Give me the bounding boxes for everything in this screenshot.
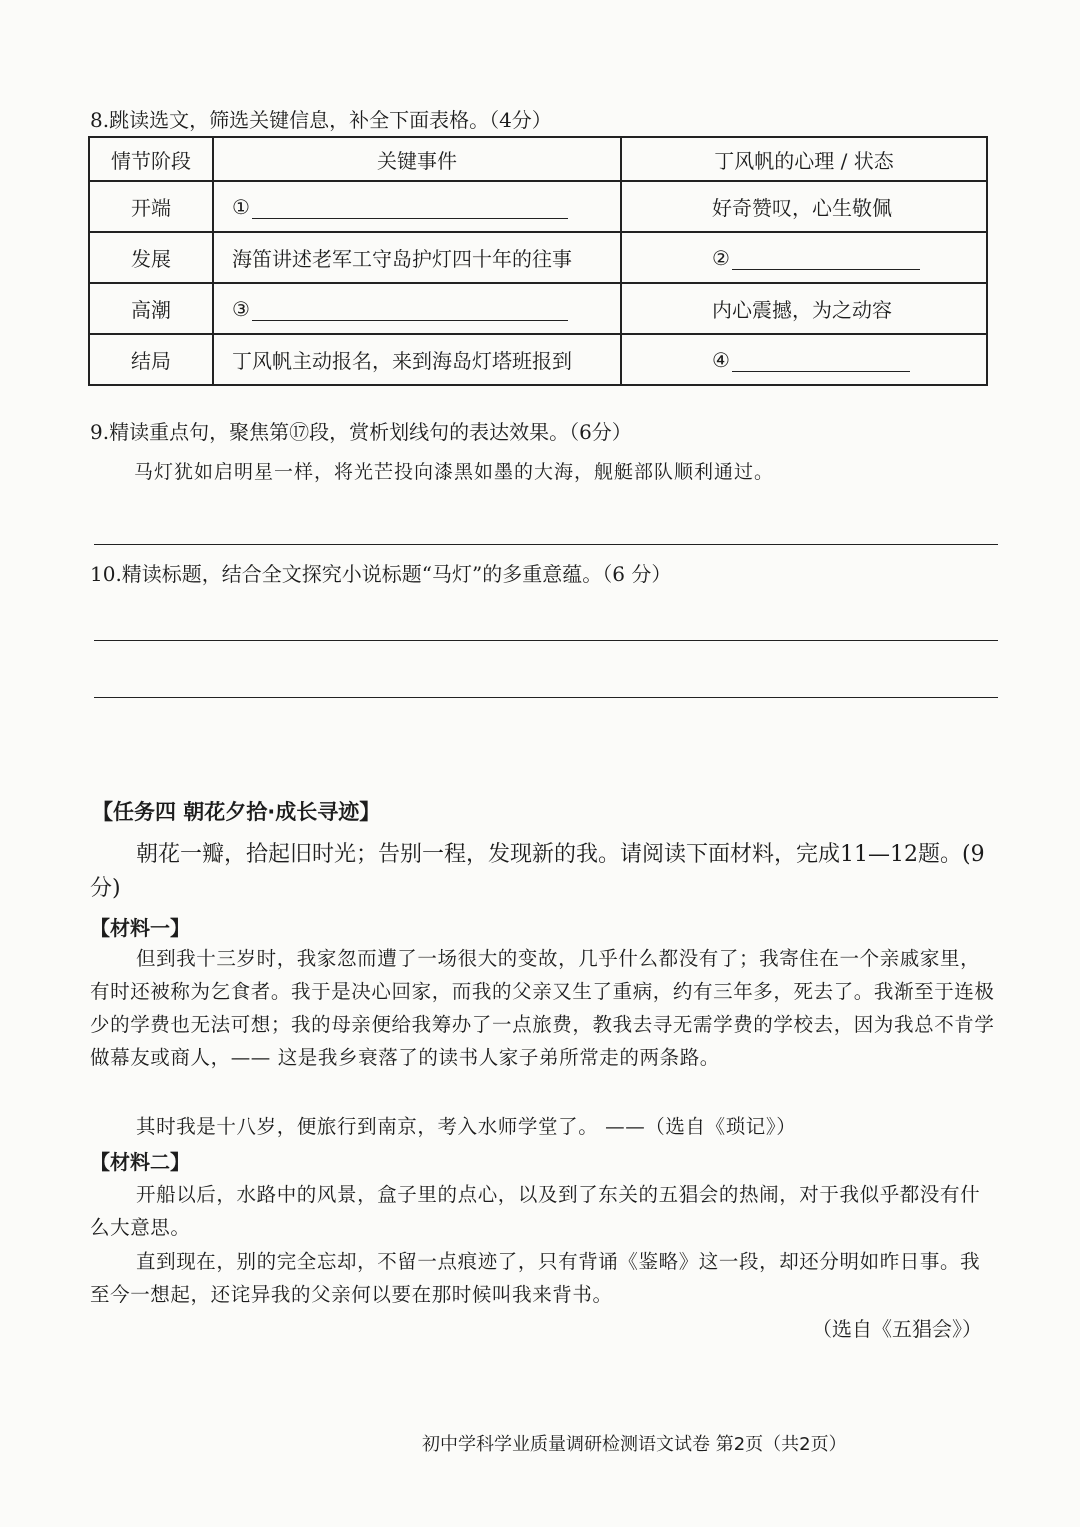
blank-line [252, 198, 568, 219]
blank-line [732, 249, 920, 270]
blank-line [732, 351, 910, 372]
row-state: 内心震撼，为之动容 [621, 283, 987, 334]
q9-prompt: 9.精读重点句，聚焦第⑰段，赏析划线句的表达效果。（6分） [90, 420, 632, 444]
task4-intro: 朝花一瓣，拾起旧时光；告别一程，发现新的我。请阅读下面材料，完成11—12题。(9分) [90, 842, 985, 901]
material2-source: （选自《五猖会》） [812, 1317, 982, 1341]
material1-heading: 【材料一】 [90, 916, 190, 940]
blank-label: ② [712, 245, 730, 270]
q9-answer-line[interactable] [94, 544, 998, 545]
row-stage: 结局 [89, 334, 213, 385]
q10-answer-line-2[interactable] [94, 697, 998, 698]
answer-blank-1[interactable] [213, 181, 621, 232]
material2-heading: 【材料二】 [90, 1150, 190, 1174]
q9-sentence: 马灯犹如启明星一样，将光芒投向漆黑如墨的大海，舰艇部队顺利通过。 [134, 461, 775, 483]
q10-prompt: 10.精读标题，结合全文探究小说标题“马灯”的多重意蕴。（6 分） [90, 562, 672, 586]
row-stage: 高潮 [89, 283, 213, 334]
header-state: 丁风帆的心理 / 状态 [621, 137, 987, 181]
table-row [89, 283, 987, 334]
q8-prompt: 8.跳读选文，筛选关键信息，补全下面表格。（4分） [90, 108, 552, 132]
row-stage: 发展 [89, 232, 213, 283]
q10-answer-line-1[interactable] [94, 640, 998, 641]
material2-paragraph-2: 直到现在，别的完全忘却，不留一点痕迹了，只有背诵《鉴略》这一段，却还分明如昨日事。我至今一想起，还诧异我的父亲何以要在那时候叫我来背书。 [90, 1250, 981, 1306]
table-row [89, 334, 987, 385]
row-event: 丁风帆主动报名，来到海岛灯塔班报到 [213, 334, 621, 385]
plot-table [88, 136, 988, 386]
row-stage: 开端 [89, 181, 213, 232]
header-stage: 情节阶段 [89, 137, 213, 181]
table-header-row [89, 137, 987, 181]
header-event: 关键事件 [213, 137, 621, 181]
answer-blank-4[interactable] [621, 334, 987, 385]
material1-paragraph-1: 但到我十三岁时，我家忽而遭了一场很大的变故，几乎什么都没有了；我寄住在一个亲戚家里，有时还被称为乞食者。我于是决心回家，而我的父亲又生了重病，约有三年多，死去了。我渐至于连极少的学费也无法可想；我的母亲便给我筹办了一点旅费，教我去寻无需学费的学校去，因为我总不肯学做幕友或商人，—— 这是我乡衰落了的读书人家子弟所常走的两条路。 [90, 947, 995, 1069]
blank-label: ④ [712, 347, 730, 372]
blank-line [252, 300, 568, 321]
material1-paragraph-2: 其时我是十八岁，便旅行到南京，考入水师学堂了。 ——（选自《琐记》） [136, 1115, 797, 1138]
task4-title: 【任务四 朝花夕拾·成长寻迹】 [92, 800, 381, 824]
table-row [89, 232, 987, 283]
blank-label: ① [232, 194, 250, 219]
table-row [89, 181, 987, 232]
row-state: 好奇赞叹，心生敬佩 [621, 181, 987, 232]
answer-blank-2[interactable] [621, 232, 987, 283]
material2-paragraph-1: 开船以后，水路中的风景，盒子里的点心，以及到了东关的五猖会的热闹，对于我似乎都没有什么大意思。 [90, 1183, 981, 1239]
row-event: 海笛讲述老军工守岛护灯四十年的往事 [213, 232, 621, 283]
answer-blank-3[interactable] [213, 283, 621, 334]
page-footer: 初中学科学业质量调研检测语文试卷 第2页（共2页） [422, 1434, 847, 1455]
blank-label: ③ [232, 296, 250, 321]
